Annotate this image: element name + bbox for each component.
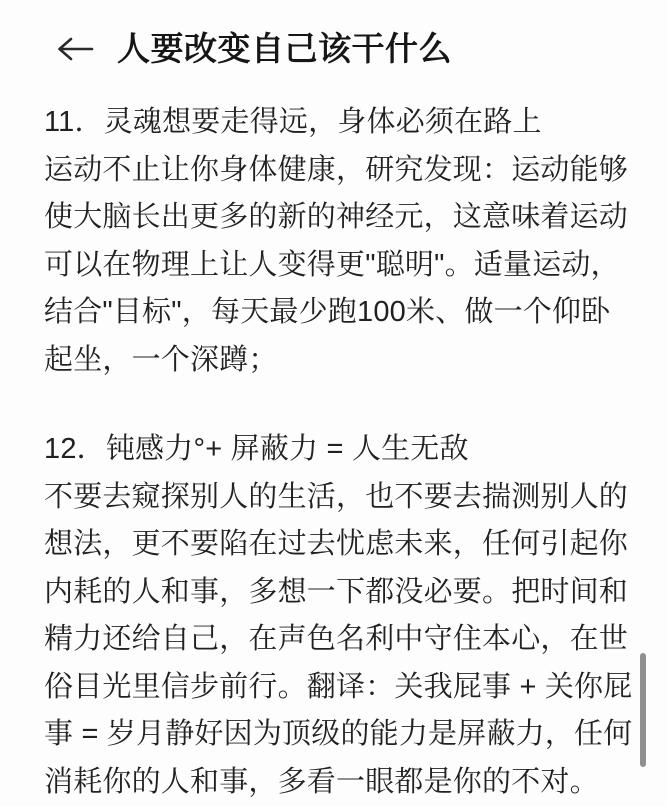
text-line: 起坐，一个深蹲； bbox=[44, 337, 667, 385]
text-line: 结合"目标"，每天最少跑100米、做一个仰卧 bbox=[44, 289, 667, 337]
text-line: 想法，更不要陷在过去忧虑未来，任何引起你 bbox=[44, 521, 667, 569]
text-line: 使大脑长出更多的新的神经元，这意味着运动 bbox=[44, 194, 667, 242]
text-line: 事 = 岁月静好因为顶级的能力是屏蔽力，任何 bbox=[44, 711, 667, 759]
text-line: 精力还给自己，在声色名利中守住本心，在世 bbox=[44, 616, 667, 664]
text-line: 不要去窥探别人的生活，也不要去揣测别人的 bbox=[44, 474, 667, 522]
article-item-12 bbox=[44, 426, 667, 806]
page-title: 人要改变自己该干什么 bbox=[117, 26, 452, 72]
text-line: 可以在物理上让人变得更"聪明"。适量运动， bbox=[44, 242, 667, 290]
article-body bbox=[0, 99, 667, 806]
text-line: 消耗你的人和事，多看一眼都是你的不对。 bbox=[44, 759, 667, 806]
text-line: 内耗的人和事，多想一下都没必要。把时间和 bbox=[44, 569, 667, 617]
header bbox=[0, 0, 667, 72]
text-line: 俗目光里信步前行。翻译：关我屁事 + 关你屁 bbox=[44, 664, 667, 712]
text-line: 运动不止让你身体健康，研究发现：运动能够 bbox=[44, 147, 667, 195]
arrow-left-icon bbox=[56, 35, 94, 63]
scrollbar-thumb[interactable] bbox=[640, 653, 646, 767]
back-button[interactable] bbox=[56, 26, 94, 72]
article-item-11 bbox=[44, 99, 667, 384]
text-line: 11．灵魂想要走得远，身体必须在路上 bbox=[44, 99, 667, 147]
text-line: 12．钝感力°+ 屏蔽力 = 人生无敌 bbox=[44, 426, 667, 474]
